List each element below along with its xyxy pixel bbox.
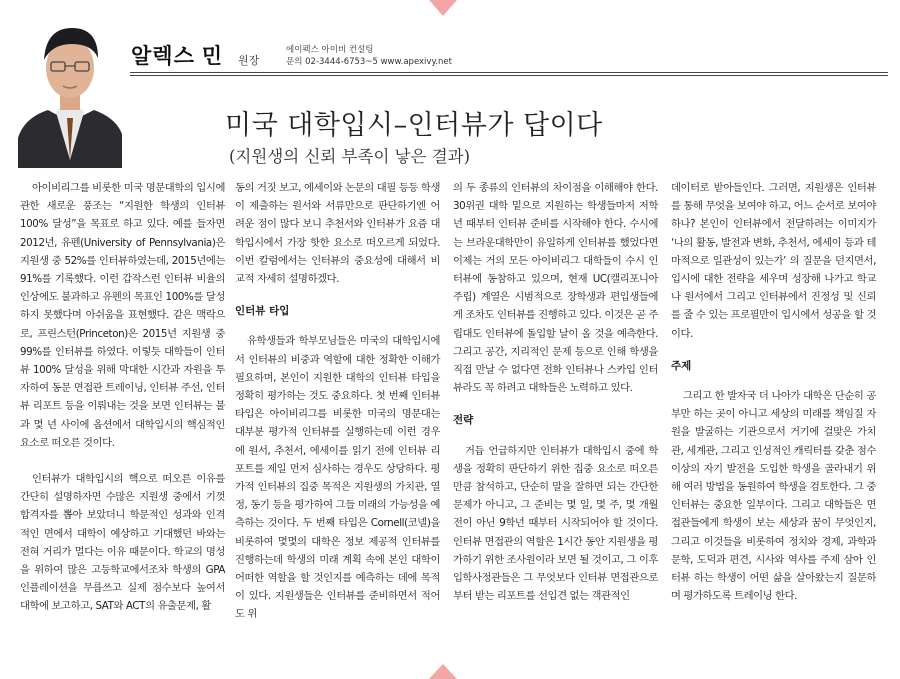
header-rule <box>130 72 888 73</box>
section-heading-theme: 주제 <box>671 359 692 372</box>
text-column-1 <box>20 179 225 616</box>
section-heading-strategy: 전략 <box>453 414 474 427</box>
paragraph: 거듭 언급하지만 인터뷰가 대학입시 중에 학생을 정확히 판단하기 위한 집중 요소로 떠오른 만큼 참석하고, 단순히 말을 잘하면 되는 간단한 문제가 아니고, 그 준비는 몇 일, 몇 주, 몇 개월 전이 아닌 9학년 때부터 시작되어야 할 것이다. 인터뷰 면접관의 역할은 1시간 동안 지원생을 평가하기 위한 조사원이라 보면 될 것이고, 그 이후 입학사정관들은 그 무엇보다 인터뷰 면접관으로부터 받는 리포트를 선입견 없는 객관적인 <box>453 444 658 603</box>
paragraph: 유학생들과 학부모님들은 미국의 대학입시에서 인터뷰의 비중과 역할에 대한 정확한 이해가 필요하며, 본인이 지원한 대학의 인터뷰 타입을 정확히 평가하는 것도 중요하다. 첫 번째 인터뷰 타입은 아이비리그를 비롯한 미국의 명문대는 대부분 평가적 인터뷰를 실행하는데 이런 경우에 원서, 추천서, 에세이를 읽기 전에 인터뷰 리포트를 제일 먼저 심사하는 경우도 상당하다. 평가적 인터뷰의 집중 목적은 지원생의 가치관, 열정, 동기 등을 평가하여 그들 미래의 가능성을 예측하는 것이다. 두 번째 타입은 Cornell(코넬)을 비롯하여 몇몇의 대학은 정보 제공적 인터뷰를 진행하는데 학생의 미래 계획 속에 본인 대학이 어떠한 역할을 할 것인지를 예측하는 데에 목적이 있다. 지원생들은 인터뷰를 준비하면서 적어도 위 <box>235 335 440 621</box>
header-rule-2 <box>130 75 888 76</box>
section-heading-interview-type: 인터뷰 타입 <box>235 305 290 318</box>
bottom-triangle-marker <box>429 664 457 679</box>
author-portrait <box>18 10 122 168</box>
paragraph: 의 두 종류의 인터뷰의 차이점을 이해해야 한다. 30위권 대학 밑으로 지원하는 학생들마저 저학년 때부터 인터뷰 준비를 시작해야 한다. 수시에는 브라운대학만이 유일하게 인터뷰를 했었다면 이제는 거의 모든 아이비리그 대학들이 수시 인터뷰에 동참하고 있으며, 현재 UC(캘리포니아 주립) 계열은 시범적으로 장학생과 편입생들에게 조차도 인터뷰를 진행하고 있다. 이것은 곧 주립대도 인터뷰에 돌입할 날이 올 것을 예측한다. 그리고 공간, 지리적인 문제 등으로 인해 학생을 직접 만날 수 없다면 전화 인터뷰나 스카입 인터뷰라도 꼭 하려고 대학들은 노력하고 있다. <box>453 182 658 395</box>
paragraph: 동의 거짓 보고, 에세이와 논문의 대필 등등 학생이 제출하는 원서와 서류만으로 판단하기엔 어려운 점이 많다 보니 추천서와 인터뷰가 요즘 대학입시에서 가장 핫한 요소로 떠오르게 되었다. 이번 칼럼에서는 인터뷰의 중요성에 대해서 비교적 자세히 설명하겠다. <box>235 182 440 286</box>
article-subtitle: (지원생의 신뢰 부족이 낳은 결과) <box>229 147 471 166</box>
contact-block <box>286 44 452 68</box>
article-title: 미국 대학입시–인터뷰가 답이다 <box>225 110 603 141</box>
paragraph: 인터뷰가 대학입시의 핵으로 떠오른 이유를 간단히 설명하자면 수많은 지원생 중에서 기껏 합격자를 뽑아 보았더니 학문적인 성과와 인격적인 면에서 대학이 예상하고 기대했던 바와는 전혀 거리가 멀다는 이유 때문이다. 학교의 명성을 위하여 많은 고등학교에서조차 학생의 GPA 인플레이션을 무릅쓰고 실제 점수보다 높여서 대학에 보고하고, SAT와 ACT의 유출문제, 활 <box>20 473 225 613</box>
author-title: 원장 <box>238 54 260 67</box>
company-name: 에이펙스 아이비 컨설팅 <box>286 45 374 55</box>
text-column-2 <box>235 179 440 624</box>
text-column-4 <box>671 179 876 605</box>
paragraph: 아이비리그를 비롯한 미국 명문대학의 입시에 관한 새로운 풍조는 “지원한 학생의 인터뷰 100% 달성”을 목표로 하고 있다. 예를 들자면 2012년, 유펜(University of Pennsylvania)은 지원생 중 52%를 인터뷰하였는데, 2015년에는 91%를 기록했다. 이런 갑작스런 인터뷰 비율의 인상에도 불과하고 유펜의 목표인 100%를 달성하지 못했다며 아쉬움을 표현했다. 같은 맥락으로, 프린스턴(Princeton)은 2015년 지원생 중 99%를 인터뷰를 하였다. 이렇듯 대학들이 인터뷰 100% 달성을 위해 막대한 시간과 자원을 투자하여 동문 면접관 트레이닝, 인터뷰 주선, 인터뷰 리포트 등을 이뤄내는 것을 보면 인터뷰는 불과 몇 년 사이에 옵션에서 대학입시의 핵심적인 요소로 떠오른 것이다. <box>20 182 225 449</box>
top-triangle-marker <box>429 0 457 16</box>
text-column-3 <box>453 179 658 605</box>
paragraph: 그리고 한 발자국 더 나아가 대학은 단순히 공부만 하는 곳이 아니고 세상의 미래를 책임질 자원을 발굴하는 기관으로서 거기에 걸맞은 가치관, 세계관, 그리고 인성적인 캐릭터를 갖춘 점수 이상의 자기 발전을 도입한 학생을 골라내기 위해 여러 방법을 동원하여 학생을 검토한다. 그 중 인터뷰는 중요한 일부이다. 그리고 대학들은 면접관들에게 학생이 보는 세상과 꿈이 무엇인지, 그리고 이것들을 비롯하여 정치와 경제, 과학과 문학, 도덕과 편견, 시사와 역사를 주제 삼아 인터뷰 하는 학생이 어떤 삶을 살아왔는지 질문하며 평가하도록 트레이닝 한다. <box>671 390 876 603</box>
contact-line: 문의 02-3444-6753~5 www.apexivy.net <box>286 57 452 67</box>
paragraph: 데이터로 받아들인다. 그러면, 지원생은 인터뷰를 통해 무엇을 보여야 하고, 어느 순서로 보여야 하나? 본인이 인터뷰에서 전달하려는 이미지가 ‘나의 활동, 발전과 변화, 추천서, 에세이 등과 테마적으로 일관성이 있는가’ 의 질문을 던지면서, 입시에 대한 전략을 세우며 성장해 나가고 학교나 원서에서 그리고 인터뷰에서 진정성 및 신뢰를 줄 수 있는 프로필만이 입시에서 성공을 할 것이다. <box>671 182 876 340</box>
author-name: 알렉스 민 <box>131 45 223 68</box>
